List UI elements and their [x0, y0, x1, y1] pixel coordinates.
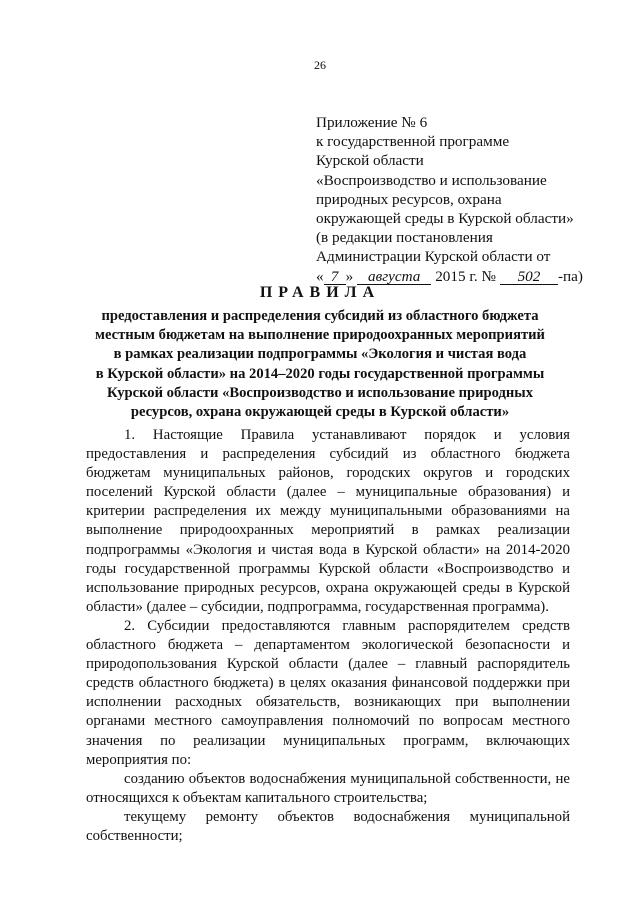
page-number: 26	[314, 58, 326, 72]
appendix-line: окружающей среды в Курской области»	[316, 210, 574, 228]
text-line: предоставления и распределения субсидий из областного бюджета	[86, 446, 570, 463]
appendix-line: «Воспроизводство и использование	[316, 171, 547, 189]
appendix-line: природных ресурсов, охрана	[316, 190, 502, 208]
appendix-block	[316, 113, 616, 286]
text-line: поселений Курской области (далее – муниципальные образования) и	[86, 484, 570, 501]
text-line: критерии распределения их между муниципальными образованиями на	[86, 503, 570, 520]
text-line: выполнение природоохранных мероприятий в рамках реализации	[86, 522, 570, 539]
text-line: 2. Субсидии предоставляются главным распорядителем средств	[124, 617, 570, 634]
date-day: 7	[324, 269, 346, 285]
text-line: собственности;	[86, 827, 183, 844]
document-title: ПРАВИЛА	[259, 284, 381, 301]
text-line: областного бюджета – департаментом экологической безопасности и	[86, 637, 570, 654]
text-line: 1. Настоящие Правила устанавливают порядок и условия	[124, 427, 570, 443]
appendix-line: Курской области	[316, 152, 424, 170]
text-line: природопользования Курской области (далее – главный распорядитель	[86, 656, 570, 673]
text-line: годы государственной программы Курской области «Воспроизводство и	[86, 560, 570, 577]
paragraph-2	[86, 617, 570, 770]
document-body	[86, 426, 570, 846]
appendix-date-line	[316, 267, 616, 286]
document-number: 502	[500, 269, 558, 285]
subtitle-line: в рамках реализации подпрограммы «Экология и чистая вода	[113, 346, 527, 363]
subtitle-line: Курской области «Воспроизводство и использование природных	[106, 384, 533, 401]
text-line: органами местного самоуправления полномочий по вопросам местного	[86, 713, 570, 730]
text-line: значения по реализации муниципальных программ, включающих	[86, 732, 570, 749]
date-open-quote: «	[316, 267, 324, 285]
text-line: текущему ремонту объектов водоснабжения муниципальной	[124, 808, 570, 825]
number-suffix: -па)	[557, 267, 583, 285]
appendix-line: Приложение № 6	[316, 114, 428, 131]
text-line: мероприятия по:	[86, 751, 192, 768]
text-line: средств областного бюджета) в целях оказания финансовой поддержки при	[86, 675, 570, 692]
date-month: августа	[357, 269, 431, 285]
subtitle-line: ресурсов, охрана окружающей среды в Курской области»	[130, 404, 510, 421]
date-close-quote: »	[345, 267, 354, 285]
text-line: использование природных ресурсов, охрана окружающей среды в Курской	[86, 579, 570, 596]
appendix-line: Администрации Курской области от	[316, 248, 551, 266]
date-year: 2015 г. №	[435, 267, 496, 285]
appendix-line: (в редакции постановления	[316, 229, 493, 247]
text-line: бюджетам муниципальных районов, городских округов и городских	[86, 465, 570, 482]
document-subtitle	[55, 307, 585, 422]
subtitle-line: в Курской области» на 2014–2020 годы государственной программы	[95, 365, 545, 382]
list-item-1	[86, 770, 570, 808]
appendix-line: к государственной программе	[316, 133, 510, 151]
text-line: созданию объектов водоснабжения муниципальной собственности, не	[124, 770, 570, 787]
text-line: исполнении расходных обязательств, возникающих при выполнении	[86, 694, 570, 711]
text-line: области» (далее – субсидии, подпрограмма, государственная программа).	[86, 598, 549, 615]
list-item-2	[86, 808, 570, 846]
text-line: подпрограммы «Экология и чистая вода в Курской области» на 2014-2020	[86, 541, 570, 558]
paragraph-1	[86, 426, 570, 617]
subtitle-line: местным бюджетам на выполнение природоохранных мероприятий	[95, 327, 545, 344]
subtitle-line: предоставления и распределения субсидий из областного бюджета	[101, 308, 539, 324]
text-line: относящихся к объектам капитального строительства;	[86, 789, 428, 806]
